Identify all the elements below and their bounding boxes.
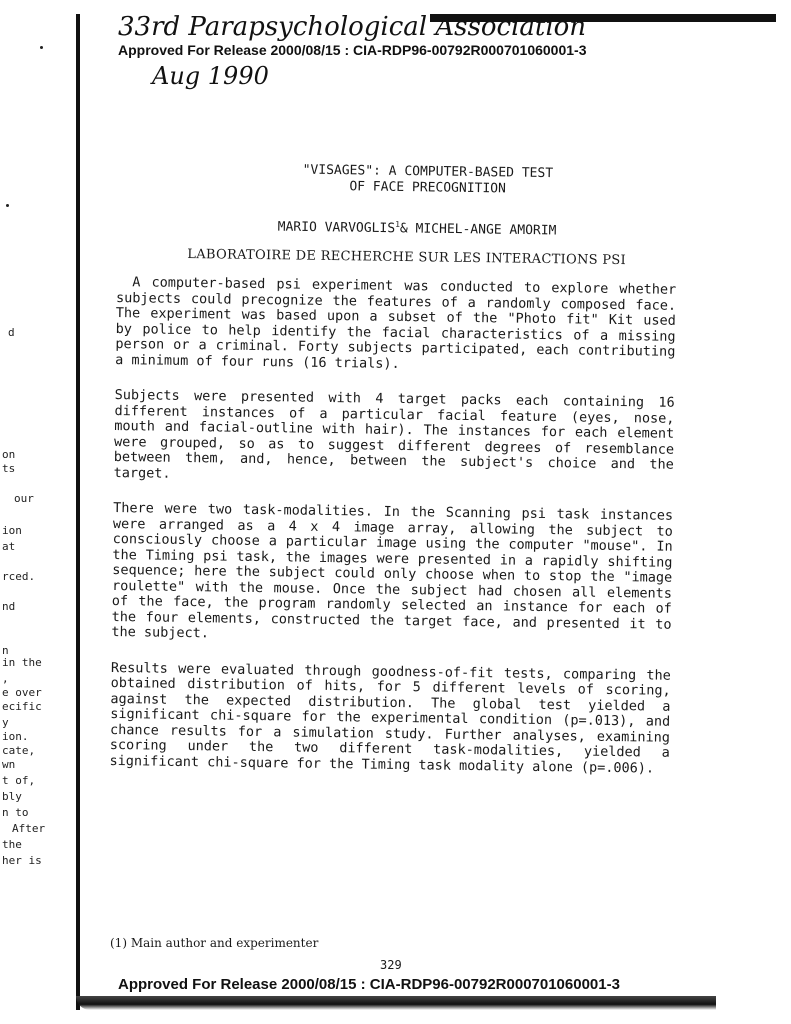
scan-speck: [40, 46, 43, 49]
release-stamp-bottom: Approved For Release 2000/08/15 : CIA-RDP96-00792R000701060001-3: [118, 976, 620, 993]
page-bottom-edge: [76, 996, 716, 1010]
bleed-text: ,: [2, 672, 9, 685]
footnote: (1) Main author and experimenter: [110, 936, 319, 950]
bleed-text: wn: [2, 758, 16, 771]
title-line: "VISAGES": A COMPUTER-BASED TEST: [302, 162, 554, 182]
bleed-text: her is: [2, 854, 42, 867]
paragraph: Results were evaluated through goodness-of-fit tests, comparing the obtained distribution of hits, for 5 different levels of scoring, against the expected distribution. The global test yielded a significant chi-square for the experimental condition (p=.013), and chance results for a simulation study. Further analyses, examining scoring under the two different task-modalities, yielded a significant chi-square for the Timing task modality alone (p=.006).: [109, 659, 671, 777]
bleed-text: ts: [2, 462, 16, 475]
bleed-text: ecific: [2, 700, 42, 713]
bleed-text: bly: [2, 790, 22, 803]
previous-page-margin: [0, 0, 78, 1024]
bleed-text: d: [8, 326, 15, 339]
bleed-text: n: [2, 644, 9, 657]
author-line: [157, 217, 677, 241]
affiliation: LABORATOIRE DE RECHERCHE SUR LES INTERACTIONS PSI: [187, 247, 627, 269]
bleed-text: e over: [2, 686, 42, 699]
paragraph: Subjects were presented with 4 target packs each containing 16 different instances of a particular facial feature (eyes, nose, mouth and facial-outline with hair). The instances for each element were grouped, so as to suggest different degrees of resemblance between them, and, hence, between the subject's choice and the target.: [113, 387, 675, 482]
bleed-text: y: [2, 716, 9, 729]
bleed-text: in the: [2, 656, 42, 669]
bleed-text: our: [14, 492, 34, 505]
bleed-text: on: [2, 448, 16, 461]
author-name: & MICHEL-ANGE AMORIM: [399, 221, 557, 239]
author-name: MARIO VARVOGLIS: [277, 219, 396, 237]
bleed-text: ion: [2, 524, 22, 537]
bleed-text: at: [2, 540, 16, 553]
paper-title: [178, 161, 678, 200]
paragraph: A computer-based psi experiment was conducted to explore whether subjects could precognize the features of a randomly composed face. The experiment was based upon a subset of the "Photo fit" Kit used by police to help identify the facial characteristics of a missing person or a criminal. Forty subjects participated, each contributing a minimum of four runs (16 trials).: [115, 274, 677, 372]
title-line: OF FACE PRECOGNITION: [349, 179, 507, 197]
bleed-text: the: [2, 838, 22, 851]
page-binding-edge: [76, 14, 80, 1010]
bleed-text: cate,: [2, 744, 36, 757]
release-stamp-top: Approved For Release 2000/08/15 : CIA-RDP96-00792R000701060001-3: [118, 42, 587, 58]
paragraph: There were two task-modalities. In the Scanning psi task instances were arranged as a 4 x 4 image array, allowing the subject to consciously choose a particular image using the computer "mouse". In the Timing psi task, the images were presented in a rapidly shifting sequence; here the subject could only choose when to stop the "image roulette" with the mouse. Once the subject had chosen all elements of the face, the program randomly selected an instance for each of the four elements, constructed the target face, and presented it to the subject.: [111, 500, 674, 642]
scan-speck: [6, 204, 9, 207]
footnote-marker: 1: [395, 219, 401, 229]
abstract-page: [109, 160, 678, 791]
bleed-text: t of,: [2, 774, 36, 787]
bleed-text: nd: [2, 600, 16, 613]
handwritten-conference-note: 33rd Parapsychological Association: [118, 12, 587, 42]
handwritten-date-note: Aug 1990: [152, 62, 269, 90]
bleed-text: rced.: [2, 570, 36, 583]
bleed-text: n to: [2, 806, 29, 819]
bleed-text: After: [12, 822, 46, 835]
bleed-text: ion.: [2, 730, 29, 743]
page-number: 329: [380, 958, 402, 972]
